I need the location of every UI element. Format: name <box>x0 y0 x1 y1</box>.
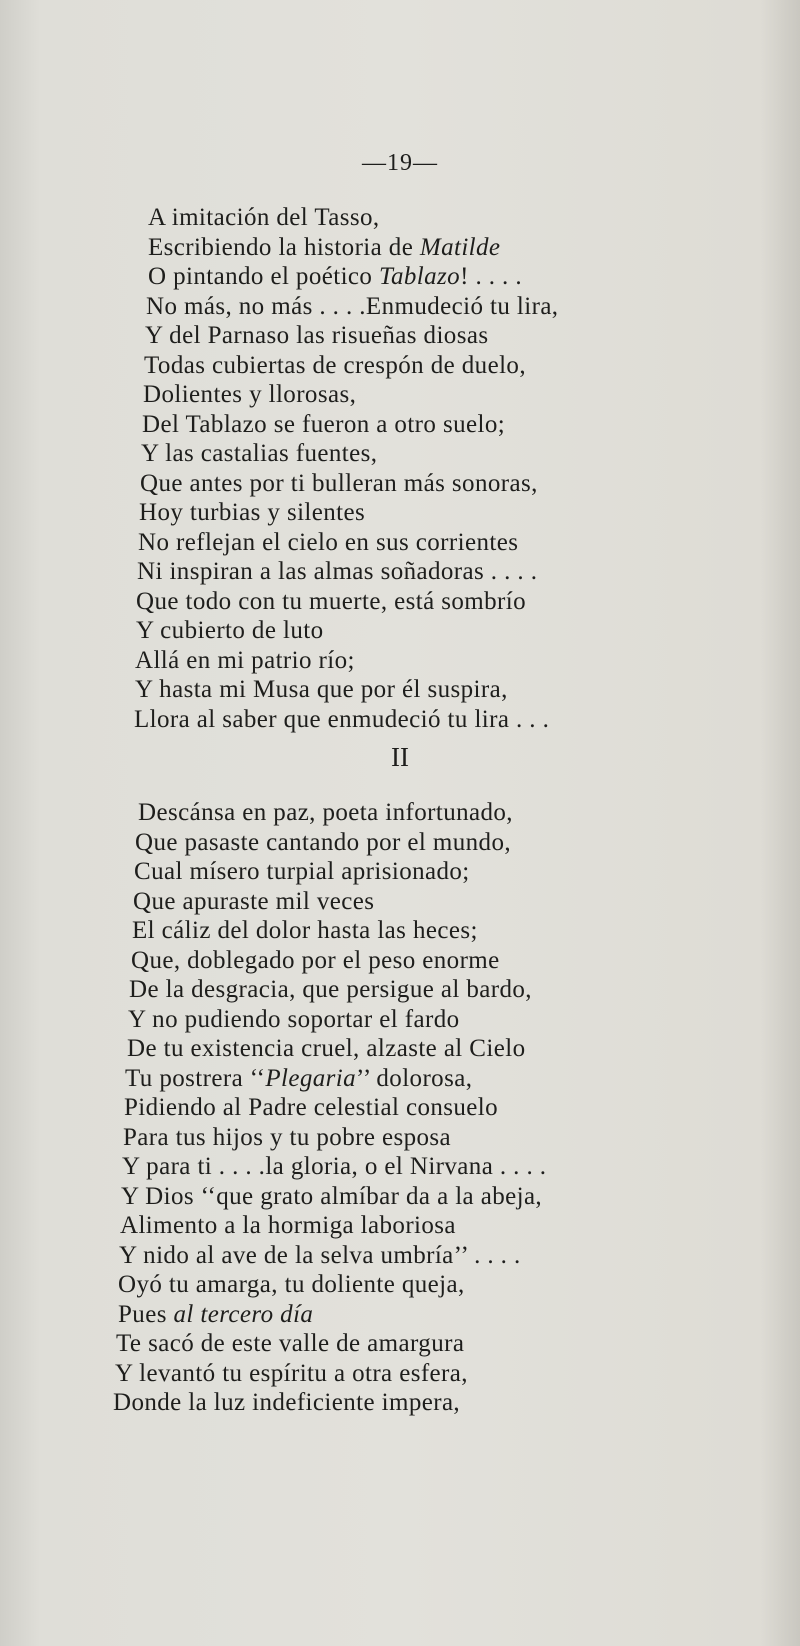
verse-line <box>144 351 558 381</box>
verse-line <box>120 1211 546 1241</box>
verse-text: Del Tablazo se fueron a otro suelo; <box>142 410 506 438</box>
page-number: —19— <box>362 150 438 176</box>
verse-line <box>124 1093 546 1123</box>
verse-line <box>139 498 558 528</box>
verse-line <box>116 1329 546 1359</box>
verse-text: Donde la luz indeficiente impera, <box>113 1389 461 1416</box>
verse-text: Escribiendo la historia de <box>148 233 420 261</box>
verse-text: Todas cubiertas de crespón de duelo, <box>144 351 526 379</box>
verse-text: Y levantó tu espíritu a otra esfera, <box>115 1359 468 1387</box>
verse-text: Dolientes y llorosas, <box>143 381 357 408</box>
verse-line <box>135 646 558 676</box>
verse-line <box>143 380 558 410</box>
verse-text: Y para ti . . . .la gloria, o el Nirvana . . . . <box>122 1153 547 1180</box>
verse-text: Y cubierto de luto <box>136 617 324 644</box>
verse-text: No más, no más . . . .Enmudeció tu lira, <box>146 292 559 320</box>
verse-line <box>148 233 558 263</box>
stanza-one <box>134 203 559 734</box>
verse-text: Llora al saber que enmudeció tu lira . . . <box>134 705 550 733</box>
verse-text: Y hasta mi Musa que por él suspira, <box>135 676 508 703</box>
verse-line <box>122 1152 546 1182</box>
verse-trailing-text: ’’ dolorosa, <box>356 1064 473 1092</box>
verse-line <box>140 469 558 499</box>
verse-line <box>129 975 546 1005</box>
verse-line <box>136 616 558 646</box>
verse-line <box>127 1034 546 1064</box>
verse-text: Y Dios ‘‘que grato almíbar da a la abeja, <box>121 1182 543 1210</box>
verse-line <box>136 587 558 617</box>
verse-text: Que antes por ti bulleran más sonoras, <box>140 469 538 497</box>
verse-text: Que, doblegado por el peso enorme <box>131 946 500 974</box>
stanza-two <box>113 798 547 1418</box>
verse-text: De la desgracia, que persigue al bardo, <box>129 976 532 1003</box>
verse-italic-text: Tablazo <box>378 263 461 290</box>
verse-text: Te sacó de este valle de amargura <box>116 1330 465 1357</box>
verse-line <box>135 828 546 858</box>
verse-line <box>128 1005 546 1035</box>
verse-text: Pues <box>118 1300 174 1328</box>
verse-line <box>134 705 558 735</box>
verse-text: Tu postrera ‘‘ <box>125 1064 266 1092</box>
verse-text: Pidiendo al Padre celestial consuelo <box>124 1094 499 1121</box>
verse-text: Que pasaste cantando por el mundo, <box>135 828 511 856</box>
verse-line <box>134 857 546 887</box>
verse-line <box>148 262 558 292</box>
verse-text: O pintando el poético <box>148 263 379 290</box>
verse-text: No reflejan el cielo en sus corrientes <box>138 528 519 556</box>
verse-text: Descánsa en paz, poeta infortunado, <box>138 799 513 826</box>
verse-line <box>119 1241 546 1271</box>
verse-italic-text: al tercero día <box>173 1300 314 1328</box>
verse-text: Que todo con tu muerte, está sombrío <box>136 587 527 615</box>
verse-text: Y del Parnaso las risueñas diosas <box>145 322 489 349</box>
verse-text: Hoy turbias y silentes <box>139 499 366 526</box>
verse-line <box>148 203 558 233</box>
verse-line <box>138 798 546 828</box>
verse-line <box>121 1182 546 1212</box>
verse-line <box>125 1064 546 1094</box>
verse-text: Cual mísero turpial aprisionado; <box>134 858 470 885</box>
verse-text: Allá en mi patrio río; <box>135 646 355 674</box>
verse-line <box>142 410 558 440</box>
verse-text: Y nido al ave de la selva umbría’’ . . . . <box>119 1241 521 1269</box>
verse-text: El cáliz del dolor hasta las heces; <box>132 917 478 944</box>
verse-line <box>118 1300 546 1330</box>
verse-line <box>135 675 558 705</box>
verse-text: Para tus hijos y tu pobre esposa <box>123 1123 452 1151</box>
verse-text: Que apuraste mil veces <box>133 887 375 915</box>
verse-italic-text: Plegaria <box>265 1064 357 1092</box>
verse-line <box>131 946 546 976</box>
verse-text: Oyó tu amarga, tu doliente queja, <box>118 1271 465 1298</box>
verse-line <box>141 439 558 469</box>
verse-trailing-text: ! . . . . <box>460 263 522 290</box>
section-numeral: II <box>391 742 409 772</box>
verse-line <box>118 1270 546 1300</box>
verse-text: Ni inspiran a las almas soñadoras . . . . <box>137 558 538 585</box>
verse-line <box>138 528 558 558</box>
verse-text: A imitación del Tasso, <box>148 204 380 231</box>
verse-line <box>115 1359 546 1389</box>
verse-text: Y no pudiendo soportar el fardo <box>128 1005 460 1033</box>
verse-line <box>146 292 558 322</box>
verse-italic-text: Matilde <box>419 233 501 261</box>
verse-text: De tu existencia cruel, alzaste al Cielo <box>127 1035 526 1062</box>
verse-line <box>145 321 558 351</box>
verse-line <box>132 916 546 946</box>
verse-line <box>133 887 546 917</box>
verse-line <box>123 1123 546 1153</box>
verse-line <box>137 557 558 587</box>
verse-text: Y las castalias fuentes, <box>141 440 378 467</box>
verse-line <box>113 1388 546 1418</box>
verse-text: Alimento a la hormiga laboriosa <box>120 1212 456 1239</box>
